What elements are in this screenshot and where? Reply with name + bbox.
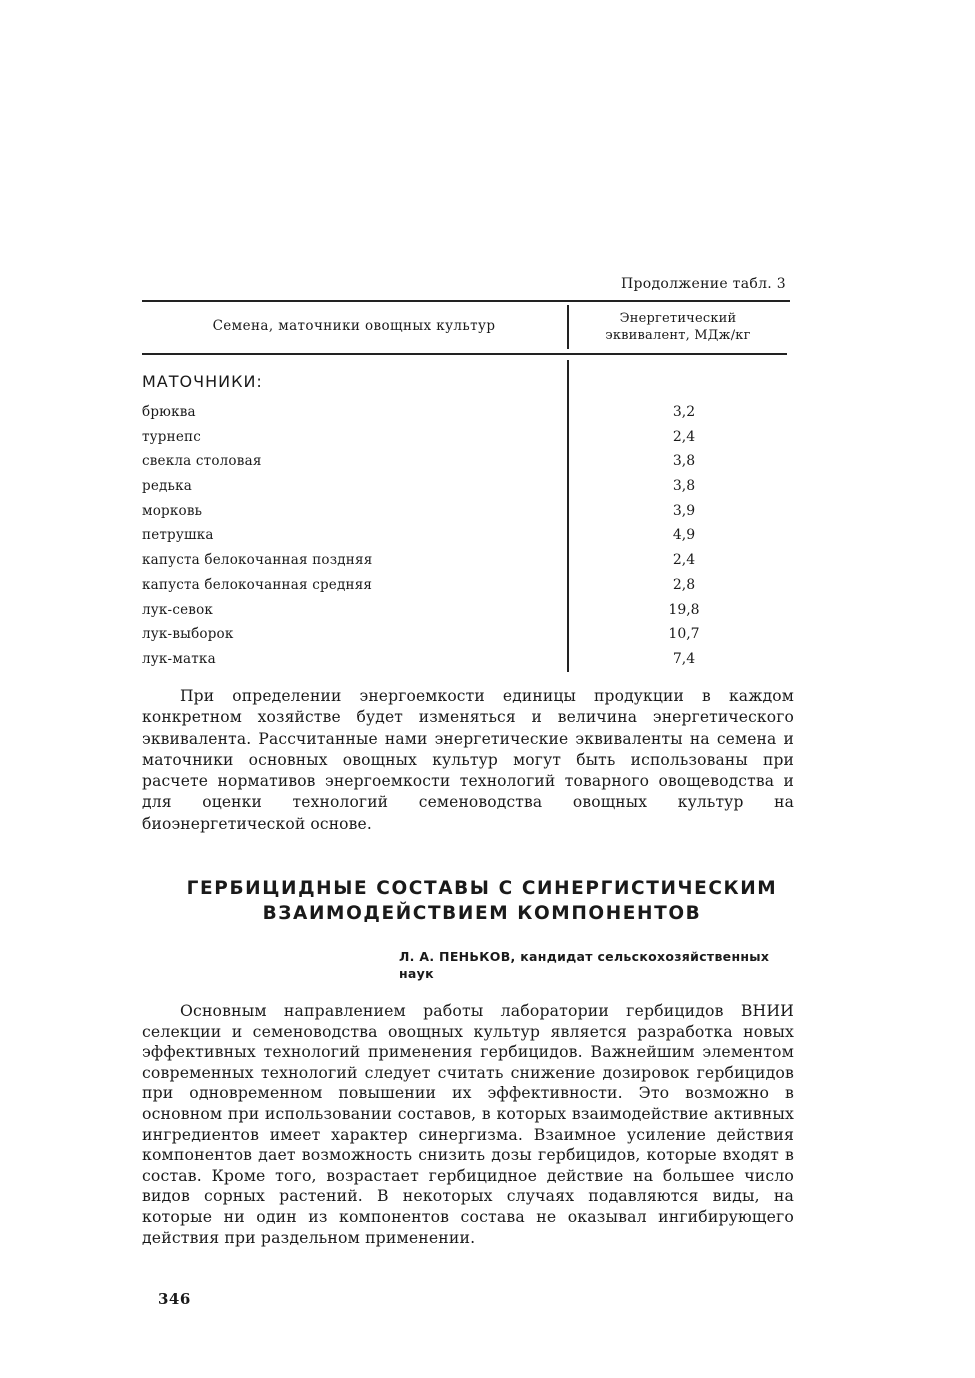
table-header-energy-line1: Энергетический xyxy=(619,311,737,326)
article-author xyxy=(399,948,777,982)
page-number: 346 xyxy=(158,1290,191,1308)
article-title-line1: ГЕРБИЦИДНЫЕ СОСТАВЫ С СИНЕРГИСТИЧЕСКИМ xyxy=(186,878,778,899)
article-title xyxy=(142,876,822,926)
body-paragraph-conclusion: При определении энергоемкости единицы продукции в каждом конкретном хозяйстве будет изменяться и величина энергетического эквивалента. Рассчитанные нами энергетические эквиваленты на семена и маточники основных овощных культур могут быть использованы при расчете нормативов энергоемкости технологий товарного овощеводства и для оценки технологий семеноводства овощных культур на биоэнергетической основе. xyxy=(142,687,794,833)
row-crop-name: редька xyxy=(142,478,192,495)
table-header-energy-line2: эквивалент, МДж/кг xyxy=(605,328,751,343)
table-row xyxy=(142,600,782,625)
row-crop-name: брюква xyxy=(142,404,196,420)
table-group-label: МАТОЧНИКИ: xyxy=(142,372,263,391)
table-header-energy xyxy=(570,310,786,344)
article-body: Основным направлением работы лаборатории гербицидов ВНИИ селекции и семеноводства овощных культур является разработка новых эффективных технологий применения гербицидов. Важнейшим элементом современных технологий следует считать снижение дозировок гербицидов при одновременном повышении их эффективности. Это возможно в основном при использовании составов, в которых взаимодействие активных ингредиентов имеет характер синергизма. Взаимное усиление действия компонентов дает возможность снизить дозы гербицидов, которые входят в состав. Кроме того, возрастает гербицидное действие на большее число видов сорных растений. В некоторых случаях подавляются виды, на которые ни один из компонентов состава не оказывал ингибирующего действия при раздельном применении. xyxy=(142,1001,794,1247)
table-header-divider xyxy=(567,305,569,349)
row-energy-value: 3,8 xyxy=(672,453,696,470)
table-caption: Продолжение табл. 3 xyxy=(620,276,786,292)
author-name: Л. А. ПЕНЬКОВ, xyxy=(399,949,516,964)
table-row xyxy=(142,525,782,550)
row-energy-value: 4,9 xyxy=(672,527,696,544)
table-row xyxy=(142,476,782,501)
table-header-rule xyxy=(142,353,787,355)
table-header-crops: Семена, маточники овощных культур xyxy=(212,318,496,334)
row-energy-value: 7,4 xyxy=(672,650,696,667)
table-row xyxy=(142,649,782,674)
table-row xyxy=(142,550,782,575)
table-row xyxy=(142,501,782,526)
row-energy-value: 19,8 xyxy=(668,601,700,618)
row-crop-name: капуста белокочанная поздняя xyxy=(142,552,373,569)
row-energy-value: 3,2 xyxy=(672,404,696,420)
table-row xyxy=(142,402,782,427)
table-row xyxy=(142,575,782,600)
row-crop-name: лук-матка xyxy=(142,650,216,667)
row-energy-value: 2,4 xyxy=(672,428,696,445)
row-energy-value: 3,8 xyxy=(672,478,696,495)
table-row xyxy=(142,624,782,649)
row-crop-name: лук-севок xyxy=(142,601,214,618)
table-rows xyxy=(142,402,782,674)
table-row xyxy=(142,451,782,476)
row-crop-name: капуста белокочанная средняя xyxy=(142,576,373,593)
row-energy-value: 2,8 xyxy=(672,576,696,593)
row-crop-name: лук-выборок xyxy=(142,626,234,643)
row-crop-name: турнепс xyxy=(142,428,201,445)
article-title-line2: ВЗАИМОДЕЙСТВИЕМ КОМПОНЕНТОВ xyxy=(262,903,702,924)
row-crop-name: свекла столовая xyxy=(142,453,262,470)
row-energy-value: 10,7 xyxy=(668,626,700,643)
row-energy-value: 3,9 xyxy=(672,502,696,519)
row-energy-value: 2,4 xyxy=(672,552,696,569)
row-crop-name: петрушка xyxy=(142,527,214,544)
author-degree: кандидат сельскохозяйственных наук xyxy=(399,949,770,981)
table-row xyxy=(142,427,782,452)
table-top-rule xyxy=(142,300,790,302)
row-crop-name: морковь xyxy=(142,502,203,519)
